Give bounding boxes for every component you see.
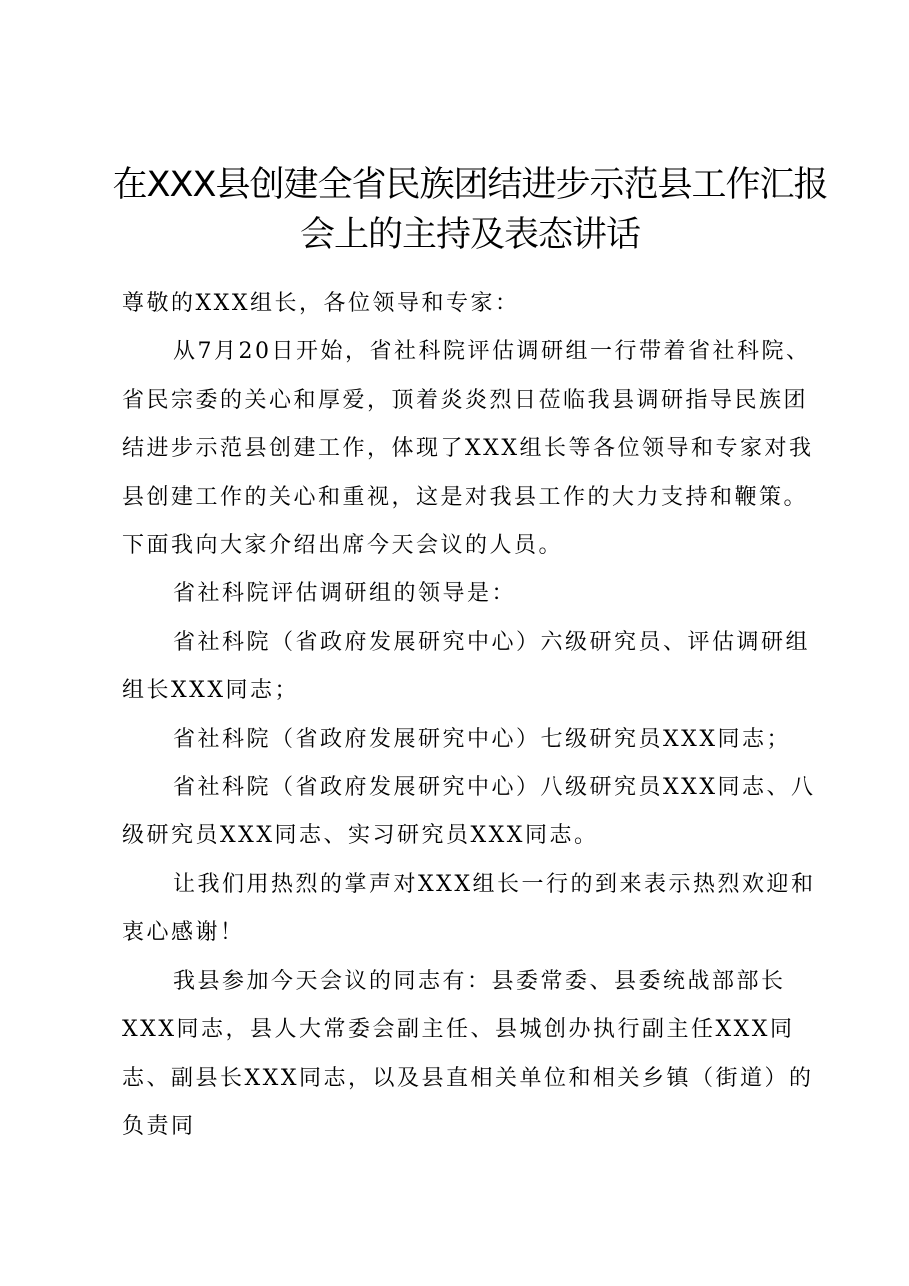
paragraph-welcome: 让我们用热烈的掌声对XXX组长一行的到来表示热烈欢迎和衷心感谢！ [122, 871, 816, 946]
paragraph-attendees: 我县参加今天会议的同志有：县委常委、县委统战部部长XXX同志，县人大常委会副主任、县城创办执行副主任XXX同志、副县长XXX同志，以及县直相关单位和相关乡镇（街道）的负责同 [122, 968, 814, 1139]
document-body [122, 280, 822, 1151]
title-line-1: 在XXX县创建全省民族团结进步示范县工作汇报 [112, 165, 828, 205]
salutation: 尊敬的XXX组长，各位领导和专家： [122, 291, 520, 316]
paragraph-leader-2: 省社科院（省政府发展研究中心）七级研究员XXX同志； [173, 726, 791, 752]
paragraph-leader-3: 省社科院（省政府发展研究中心）八级研究员XXX同志、八级研究员XXX同志、实习研究员XXX同志。 [122, 775, 816, 849]
document-title [110, 160, 830, 260]
paragraph-leaders-intro: 省社科院评估调研组的领导是： [173, 581, 517, 607]
paragraph-leader-1: 省社科院（省政府发展研究中心）六级研究员、评估调研组组长XXX同志； [122, 629, 811, 704]
paragraph-opening: 从7月20日开始，省社科院评估调研组一行带着省社科院、省民宗委的关心和厚爱，顶着炎炎烈日莅临我县调研指导民族团结进步示范县创建工作，体现了XXX组长等各位领导和专家对我县创建工作的关心和重视，这是对我县工作的大力支持和鞭策。下面我向大家介绍出席今天会议的人员。 [122, 339, 814, 559]
title-line-2: 会上的主持及表态讲话 [299, 215, 640, 255]
